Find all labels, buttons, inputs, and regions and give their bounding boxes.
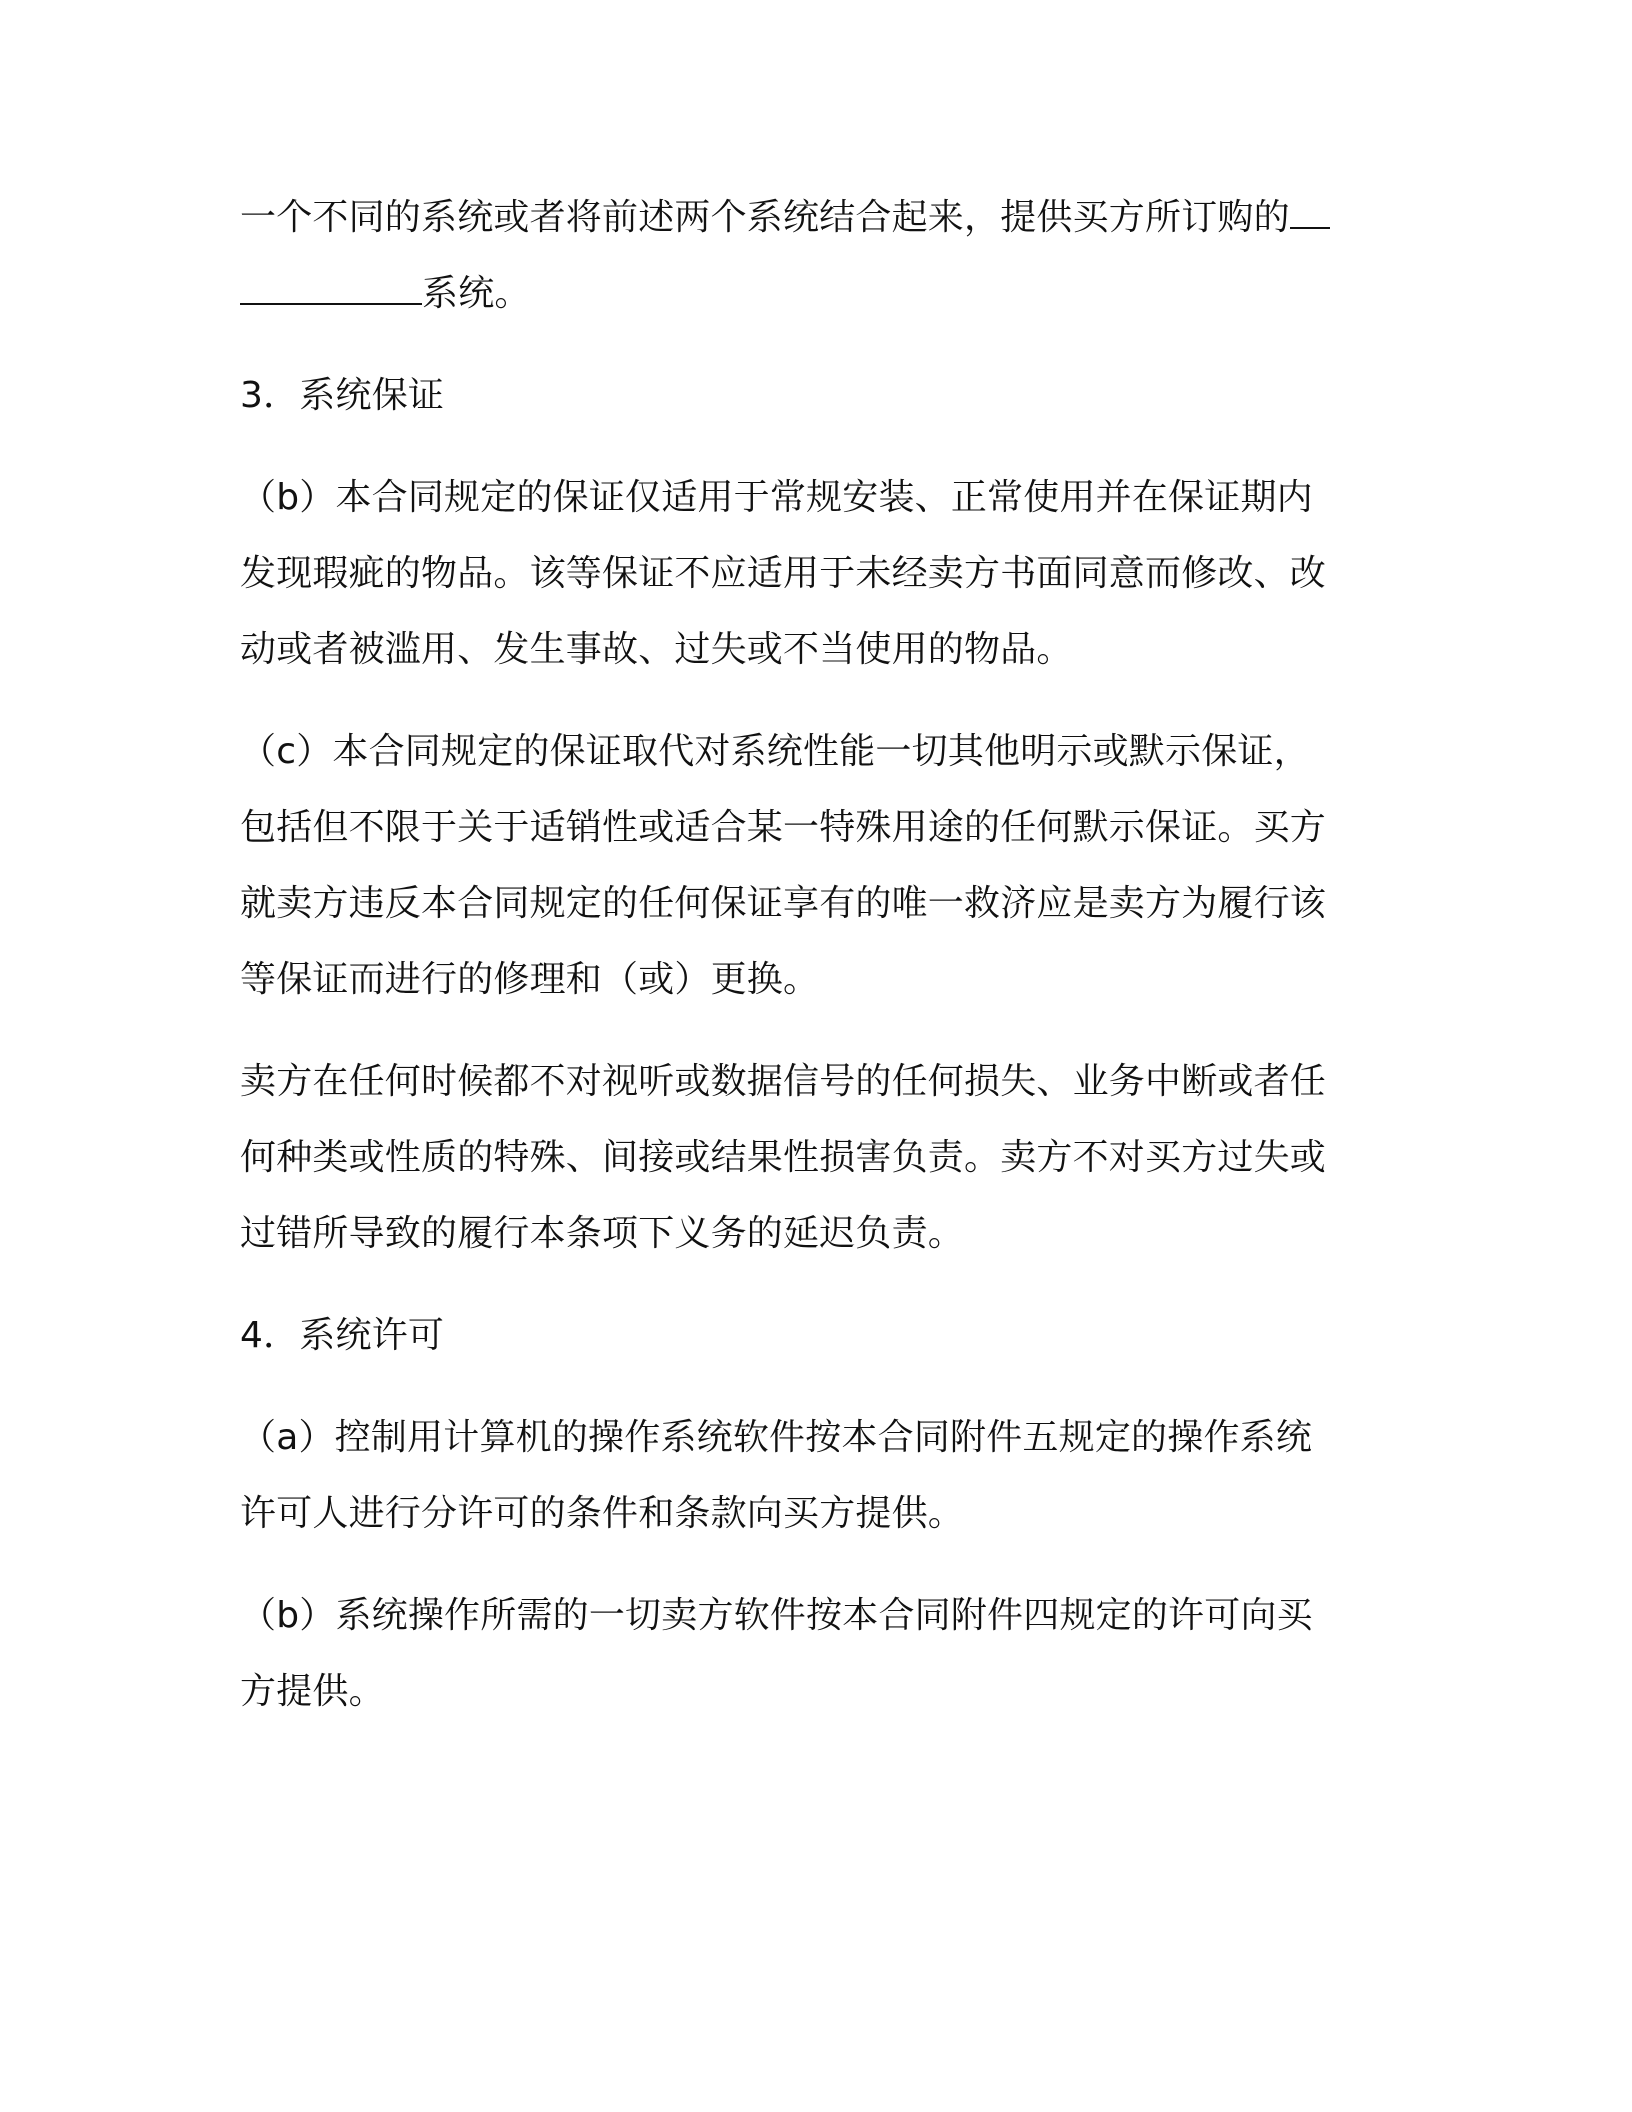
para-b-line: （b）本合同规定的保证仅适用于常规安装、正常使用并在保证期内 — [240, 477, 1313, 518]
intro-line-1-text: 一个不同的系统或者将前述两个系统结合起来，提供买方所订购的 — [240, 197, 1290, 238]
intro-line-2 — [240, 272, 1360, 316]
para-c-line: （c）本合同规定的保证取代对系统性能一切其他明示或默示保证， — [240, 731, 1310, 772]
para-c-line: 等保证而进行的修理和（或）更换。 — [240, 959, 820, 1000]
para-c-line: 就卖方违反本合同规定的任何保证享有的唯一救济应是卖方为履行该 — [240, 883, 1327, 924]
intro-line-2-text: 系统。 — [422, 273, 531, 314]
para-b-line: 动或者被滥用、发生事故、过失或不当使用的物品。 — [240, 629, 1073, 670]
section-3-heading: 3．系统保证 — [240, 375, 445, 416]
section-4-heading: 4．系统许可 — [240, 1315, 445, 1356]
para-4a-line: 许可人进行分许可的条件和条款向买方提供。 — [240, 1493, 965, 1534]
para-b-line: 发现瑕疵的物品。该等保证不应适用于未经卖方书面同意而修改、改 — [240, 553, 1327, 594]
para-liability-line: 何种类或性质的特殊、间接或结果性损害负责。卖方不对买方过失或 — [240, 1137, 1327, 1178]
fill-in-blank — [1290, 197, 1330, 229]
fill-in-blank — [240, 273, 422, 305]
intro-line-1 — [240, 196, 1360, 240]
para-liability-line: 过错所导致的履行本条项下义务的延迟负责。 — [240, 1213, 965, 1254]
para-4a-line: （a）控制用计算机的操作系统软件按本合同附件五规定的操作系统 — [240, 1417, 1313, 1458]
para-liability-line: 卖方在任何时候都不对视听或数据信号的任何损失、业务中断或者任 — [240, 1061, 1327, 1102]
para-c-line: 包括但不限于关于适销性或适合某一特殊用途的任何默示保证。买方 — [240, 807, 1327, 848]
para-4b-line: （b）系统操作所需的一切卖方软件按本合同附件四规定的许可向买 — [240, 1595, 1313, 1636]
para-4b-line: 方提供。 — [240, 1671, 385, 1712]
